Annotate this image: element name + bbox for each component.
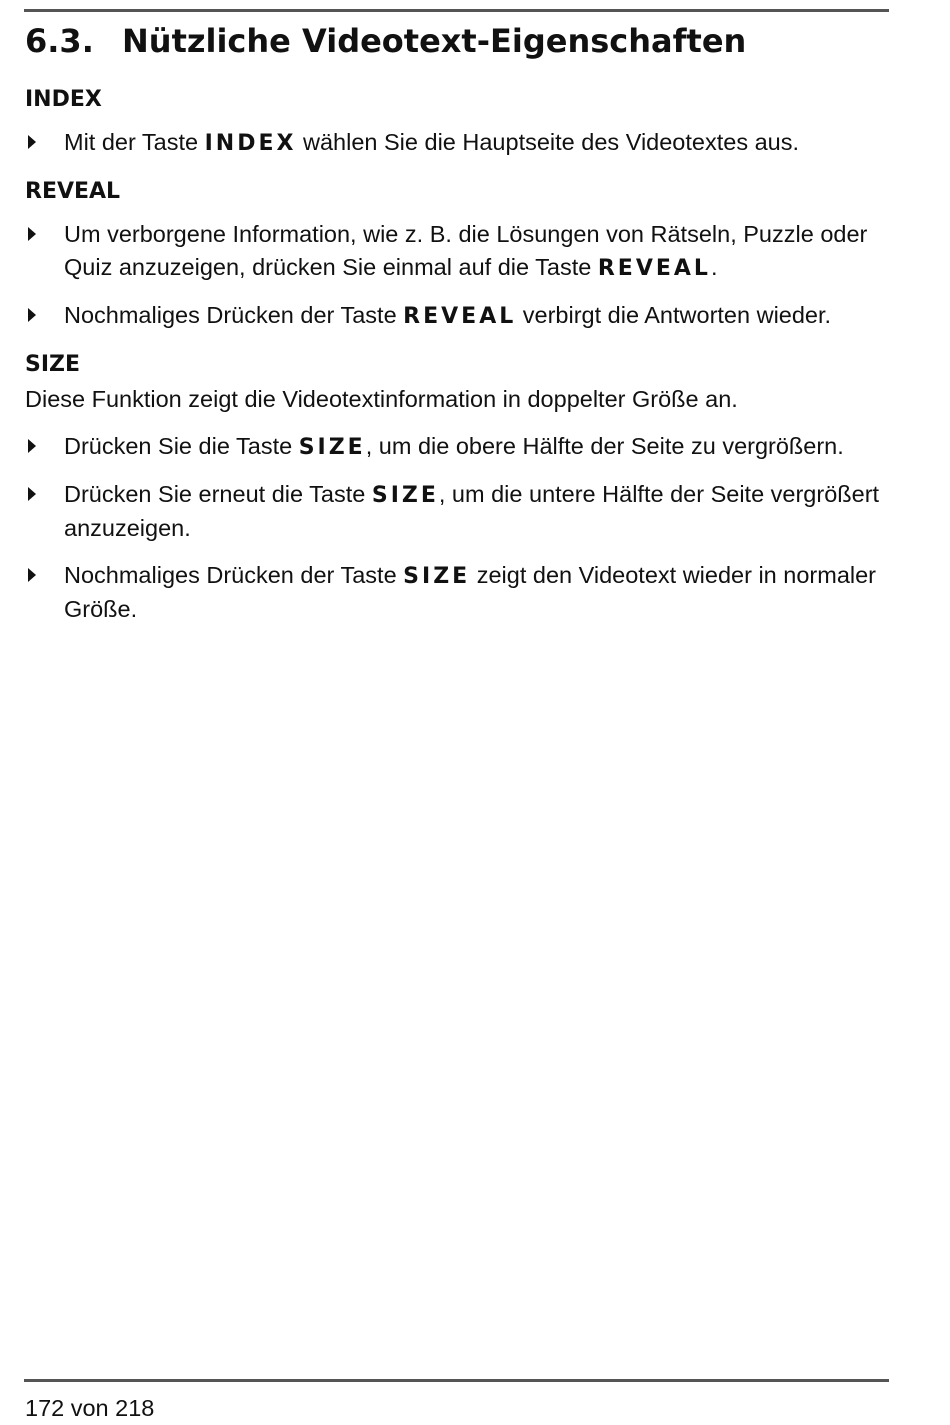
key-size: SIZE — [298, 435, 366, 460]
bullet-text-after: , um die obere Hälfte der Seite zu vergrößern. — [365, 433, 844, 459]
size-bullet-3 — [25, 559, 890, 626]
bottom-divider — [24, 1379, 889, 1382]
key-size: SIZE — [403, 564, 471, 589]
page-content — [25, 82, 890, 640]
bullet-arrow-icon — [28, 439, 36, 453]
key-reveal: REVEAL — [403, 304, 517, 329]
size-bullet-2 — [25, 478, 890, 545]
section-title — [25, 18, 746, 64]
section-title-text: Nützliche Videotext-Eigenschaften — [122, 22, 747, 60]
key-index: INDEX — [204, 131, 297, 156]
bullet-arrow-icon — [28, 227, 36, 241]
key-reveal: REVEAL — [597, 256, 711, 281]
reveal-bullet-2 — [25, 299, 890, 333]
bullet-text-before: Nochmaliges Drücken der Taste — [64, 562, 404, 588]
bullet-arrow-icon — [28, 568, 36, 582]
size-heading: SIZE — [25, 352, 81, 377]
reveal-heading: REVEAL — [25, 179, 121, 204]
bullet-text-after: wählen Sie die Hauptseite des Videotextes aus. — [296, 129, 800, 155]
bullet-text-before: Mit der Taste — [64, 129, 205, 155]
bullet-text-before: Nochmaliges Drücken der Taste — [64, 302, 404, 328]
bullet-arrow-icon — [28, 487, 36, 501]
top-divider — [24, 9, 889, 12]
section-number: 6.3. — [25, 22, 94, 60]
bullet-text-before: Drücken Sie erneut die Taste — [64, 481, 372, 507]
bullet-text-after: zeigt den Videotext wieder in normaler Größe. — [64, 562, 877, 622]
bullet-arrow-icon — [28, 135, 36, 149]
page-indicator: 172 von 218 — [25, 1395, 155, 1421]
index-bullet-1 — [25, 126, 890, 160]
bullet-text-after: . — [710, 254, 718, 280]
key-size: SIZE — [371, 483, 439, 508]
bullet-text-before: Um verborgene Information, wie z. B. die Lösungen von Rätseln, Puzzle oder Quiz anzuzeigen, drücken Sie einmal auf die Taste — [64, 221, 868, 280]
bullet-text-after: verbirgt die Antworten wieder. — [516, 302, 832, 328]
index-heading: INDEX — [25, 87, 102, 112]
size-bullet-1 — [25, 430, 890, 464]
reveal-bullet-1 — [25, 218, 890, 285]
bullet-text-after: , um die untere Hälfte der Seite vergrößert anzuzeigen. — [64, 481, 880, 541]
bullet-text-before: Drücken Sie die Taste — [64, 433, 299, 459]
size-intro: Diese Funktion zeigt die Videotextinformation in doppelter Größe an. — [25, 386, 738, 412]
bullet-arrow-icon — [28, 308, 36, 322]
